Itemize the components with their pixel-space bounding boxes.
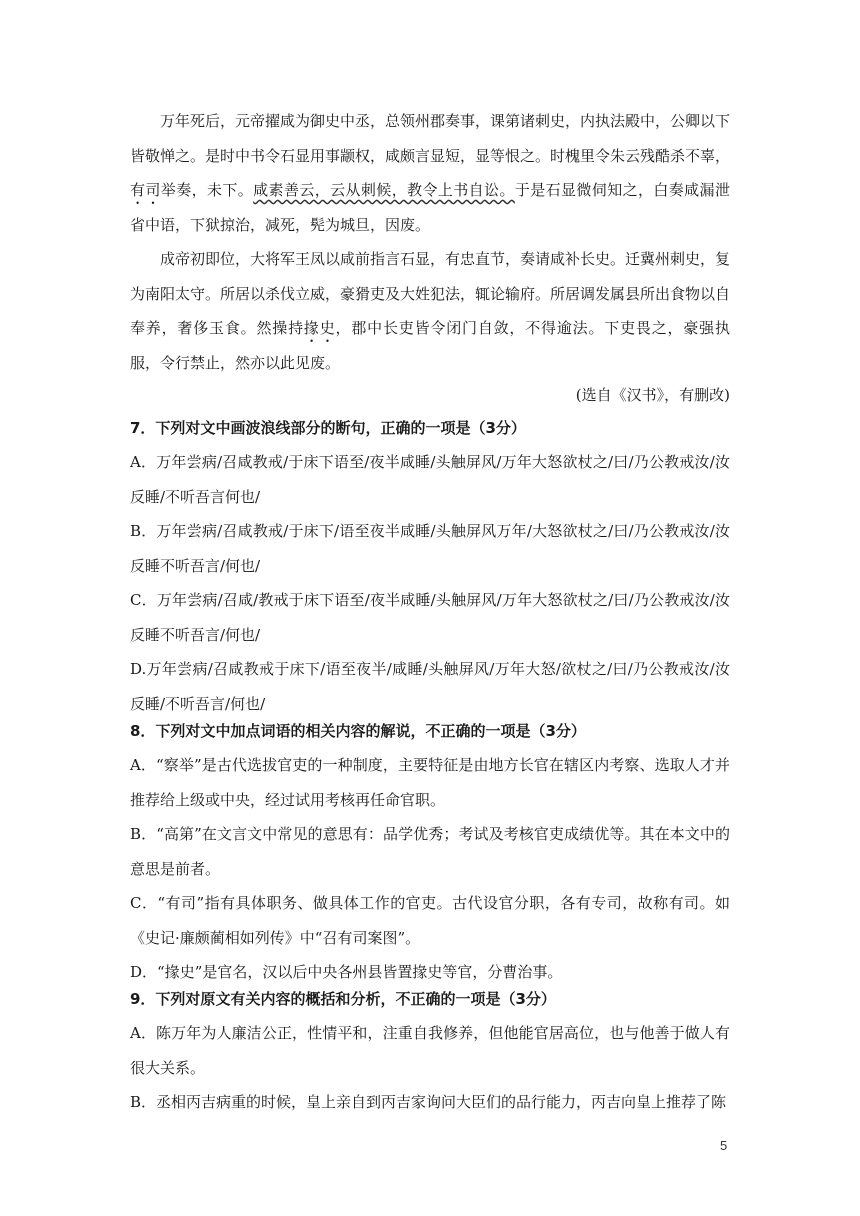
passage-text: 于是石显微伺知之，白奏咸漏泄省中语，下狱掠治，减死，髡为城旦，因废。 — [130, 181, 730, 234]
option-b: B．丞相丙吉病重的时候，皇上亲自到丙吉家询问大臣们的品行能力，丙吉向皇上推荐了陈 — [130, 1093, 727, 1111]
question-title: 7．下列对文中画波浪线部分的断句，正确的一项是（3分） — [130, 419, 526, 437]
passage-paragraph-2 — [130, 242, 730, 381]
option-c: C．万年尝病/召咸/教戒于床下语至/夜半咸睡/头触屏风/万年大怒欲杖之/曰/乃公教戒汝/汝反睡不听吾言/何也/ — [130, 591, 730, 644]
option-c: C．“有司”指有具体职务、做具体工作的官吏。古代设官分职，各有专司，故称有司。如《史记·廉颇蔺相如列传》中“召有司案图”。 — [130, 894, 730, 947]
passage-paragraph-1 — [130, 104, 730, 243]
question-7 — [130, 412, 730, 721]
source-note: (选自《汉书》，有删改) — [575, 386, 730, 404]
page-number: 5 — [720, 1138, 728, 1153]
option-a: A．“察举”是古代选拔官吏的一种制度，主要特征是由地方长官在辖区内考察、选取人才并推荐给上级或中央，经过试用考核再任命官职。 — [130, 756, 730, 809]
question-title: 9．下列对原文有关内容的概括和分析，不正确的一项是（3分） — [130, 990, 556, 1008]
passage-text: 成帝初即位，大将军王凤以咸前指言石显，有忠直节，奏请咸补长史。迁冀州刺史，复为南阳太守。所居以杀伐立威，豪猾吏及大姓犯法，辄论输府。所居调发属县所出食物以自奉养，奢侈玉食。然操持 — [130, 250, 731, 337]
option-b: B．“高第”在文言文中常见的意思有：品学优秀；考试及考核官吏成绩优等。其在本文中的意思是前者。 — [130, 825, 730, 878]
question-8 — [130, 715, 730, 990]
question-title: 8．下列对文中加点词语的相关内容的解说，不正确的一项是（3分） — [130, 722, 586, 740]
option-d: D．“掾史”是官名，汉以后中央各州县皆置掾史等官，分曹治事。 — [130, 963, 563, 981]
passage-text: 万年死后，元帝擢咸为御史中丞，总领州郡奏事，课第诸刺史，内执法殿中，公卿以下皆敬惮之。是时中书令石显用事颛权，咸颇言显短，显等恨之。时槐里令朱云残酷杀不辜， — [130, 112, 731, 165]
passage-text: ，郡中长吏皆令闭门自敛，不得逾法。下吏畏之，豪强执服，令行禁止，然亦以此见废。 — [130, 319, 730, 372]
dotted-term-youci: 有司 — [130, 181, 161, 199]
option-a: A．万年尝病/召咸教戒/于床下语至/夜半咸睡/头触屏风/万年大怒欲杖之/曰/乃公教戒汝/汝反睡/不听吾言何也/ — [130, 453, 730, 506]
dotted-term-yuanshi: 掾史 — [303, 319, 336, 337]
option-a: A．陈万年为人廉洁公正，性情平和，注重自我修养，但他能官居高位，也与他善于做人有很大关系。 — [130, 1024, 730, 1077]
question-9 — [130, 983, 730, 1120]
passage-text: 举奏，未下。 — [160, 181, 254, 199]
option-d: D.万年尝病/召咸教戒于床下/语至夜半/咸睡/头触屏风/万年大怒/欲杖之/曰/乃公教戒汝/汝反睡/不听吾言/何也/ — [130, 660, 730, 713]
wavy-underlined-sentence: 咸素善云，云从刺候，教令上书自讼。 — [253, 181, 515, 199]
option-b: B．万年尝病/召咸教戒/于床下/语至夜半咸睡/头触屏风万年/大怒欲杖之/曰/乃公教戒汝/汝反睡不听吾言/何也/ — [130, 522, 730, 575]
